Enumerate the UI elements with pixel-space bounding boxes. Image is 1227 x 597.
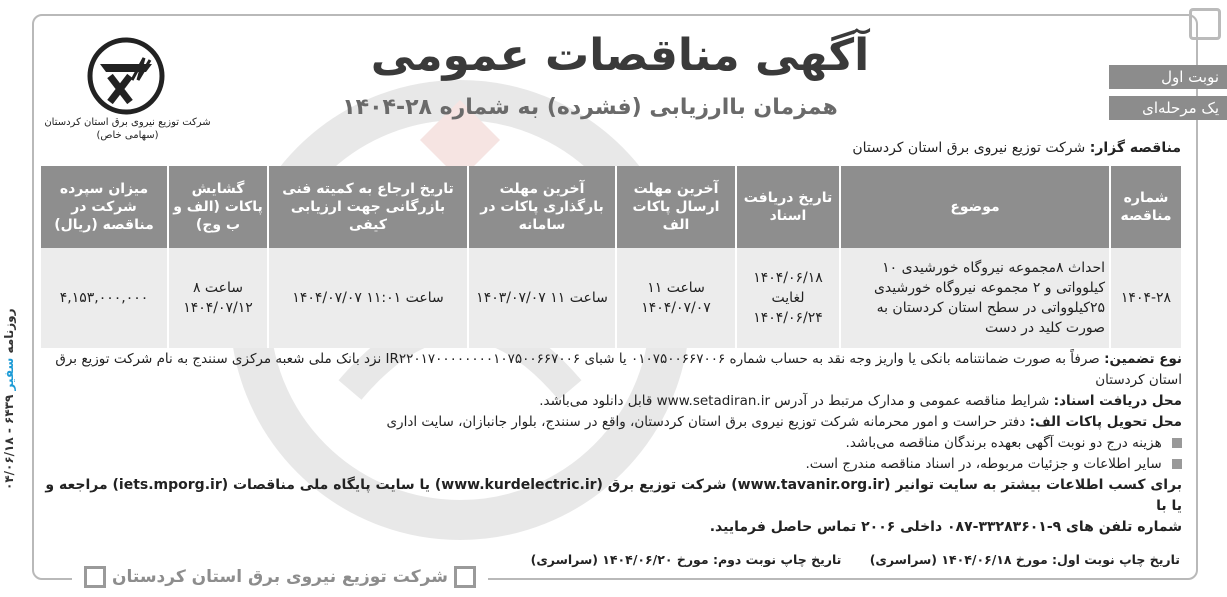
header-upload-deadline: آخرین مهلت بارگذاری پاکات در سامانه — [467, 166, 615, 248]
cell-envelope-a-deadline: ساعت ۱۱ ۱۴۰۴/۰۷/۰۷ — [615, 248, 735, 348]
guarantee-text: صرفاً به صورت ضمانتنامه بانکی یا واریز وجه نقد به حساب شماره ۰۱۰۷۵۰۰۶۶۷۰۰۶ یا شبای IR۲۲۰۱۷۰۰۰۰۰۰۰۰۱۰۷۵۰۰۶۶۷۰۰۶ نزد بانک ملی شعبه مرکزی سنندج به نام شرکت توزیع برق استان کردستان — [55, 351, 1182, 388]
info-line-1: برای کسب اطلاعات بیشتر به سایت توانیر (www.tavanir.org.ir) شرکت توزیع برق (www.kurdelectric.ir) یا سایت پایگاه ملی مناقصات (iets.mporg.ir) مراجعه و یا با — [45, 477, 1182, 514]
header-opening: گشایش پاکات (الف و ب وج) — [167, 166, 267, 248]
side-brand: سفیر — [2, 357, 16, 391]
header-subject: موضوع — [839, 166, 1109, 248]
bullet-item — [40, 454, 1182, 475]
print-date-first: تاریخ چاپ نوبت اول: مورخ ۱۴۰۴/۰۶/۱۸ (سراسری) — [869, 552, 1180, 567]
ad-body — [40, 349, 1182, 538]
ad-subtitle: همزمان باارزیابی (فشرده) به شماره ۲۸-۱۴۰۴ — [342, 95, 838, 120]
guarantee-label: نوع تضمین: — [1104, 351, 1182, 367]
header-envelope-a-deadline: آخرین مهلت ارسال پاکات الف — [615, 166, 735, 248]
info-line-2: شماره تلفن های ۹-۳۳۲۸۳۶۰۱-۰۸۷ داخلی ۲۰۰۶ تماس حاصل فرمایید. — [709, 519, 1182, 535]
corner-mark — [1189, 8, 1221, 40]
cell-upload-deadline: ساعت ۱۱ ۱۴۰۳/۰۷/۰۷ — [467, 248, 615, 348]
header-deposit: میزان سپرده شرکت در مناقصه (ریال) — [39, 166, 167, 248]
bullet-text-1: هزینه درج دو نوبت آگهی بعهده برندگان مناقصه می‌باشد. — [845, 435, 1162, 451]
company-logo-icon — [86, 36, 166, 116]
header-docs-date: تاریخ دریافت اسناد — [735, 166, 839, 248]
round-first-badge: نوبت اول — [1109, 65, 1227, 89]
bullet-item — [40, 433, 1182, 454]
cell-docs-date: ۱۴۰۴/۰۶/۱۸ لغایت ۱۴۰۴/۰۶/۲۴ — [735, 248, 839, 348]
print-date-second: تاریخ چاپ نوبت دوم: مورخ ۱۴۰۴/۰۶/۲۰ (سراسری) — [530, 552, 842, 567]
tender-organizer — [852, 140, 1181, 156]
guarantee-paragraph — [40, 349, 1182, 391]
header-tender-number: شماره مناقصه — [1109, 166, 1181, 248]
footer-company — [72, 564, 488, 590]
bullet-text-2: سایر اطلاعات و جزئیات مربوطه، در اسناد مناقصه مندرج است. — [805, 456, 1162, 472]
logo-caption-line2: (سهامی خاص) — [96, 130, 159, 141]
delivery-text: دفتر حراست و امور محرمانه شرکت توزیع نیروی برق استان کردستان، واقع در سنندج، بلوار جانبازان، سایت اداری — [386, 414, 1026, 430]
organizer-value: شرکت توزیع نیروی برق استان کردستان — [852, 140, 1086, 156]
side-prefix: روزنامه — [2, 308, 16, 354]
footer-box-icon — [454, 566, 476, 588]
side-suffix: ۶۴۳۹ - ۰۴/۰۶/۱۸ — [2, 394, 16, 490]
footer-company-name: شرکت توزیع نیروی برق استان کردستان — [112, 567, 448, 587]
cell-tender-number: ۱۴۰۴-۲۸ — [1109, 248, 1181, 348]
cell-deposit: ۴,۱۵۳,۰۰۰,۰۰۰ — [39, 248, 167, 348]
logo-caption-line1: شرکت توزیع نیروی برق استان کردستان — [44, 117, 211, 128]
delivery-paragraph — [40, 412, 1182, 433]
docs-text: شرایط مناقصه عمومی و مدارک مرتبط در آدرس www.setadiran.ir قابل دانلود می‌باشد. — [539, 393, 1050, 409]
print-dates — [400, 552, 1180, 567]
header-committee-date: تاریخ ارجاع به کمیته فنی بازرگانی جهت ارزیابی کیفی — [267, 166, 467, 248]
docs-label: محل دریافت اسناد: — [1053, 393, 1182, 409]
cell-opening: ساعت ۸ ۱۴۰۴/۰۷/۱۲ — [167, 248, 267, 348]
cell-committee-date: ساعت ۱۱:۰۱ ۱۴۰۴/۰۷/۰۷ — [267, 248, 467, 348]
ad-title: آگهی مناقصات عمومی — [370, 30, 870, 81]
round-stage-badge: یک مرحله‌ای — [1109, 96, 1227, 120]
bullet-square-icon — [1172, 459, 1182, 469]
table-header-row — [39, 166, 1181, 248]
bullet-square-icon — [1172, 438, 1182, 448]
delivery-label: محل تحویل پاکات الف: — [1029, 414, 1182, 430]
logo-caption — [40, 116, 215, 142]
footer-box-icon — [84, 566, 106, 588]
organizer-label: مناقصه گزار: — [1089, 140, 1181, 156]
docs-paragraph — [40, 391, 1182, 412]
newspaper-side-caption — [2, 230, 24, 490]
cell-subject: احداث ۸مجموعه نیروگاه خورشیدی ۱۰ کیلوواتی و ۲ مجموعه نیروگاه خورشیدی ۲۵کیلوواتی در سطح استان کردستان به صورت کلید در دست — [839, 248, 1109, 348]
table-row — [39, 248, 1181, 348]
tender-table — [39, 166, 1181, 348]
